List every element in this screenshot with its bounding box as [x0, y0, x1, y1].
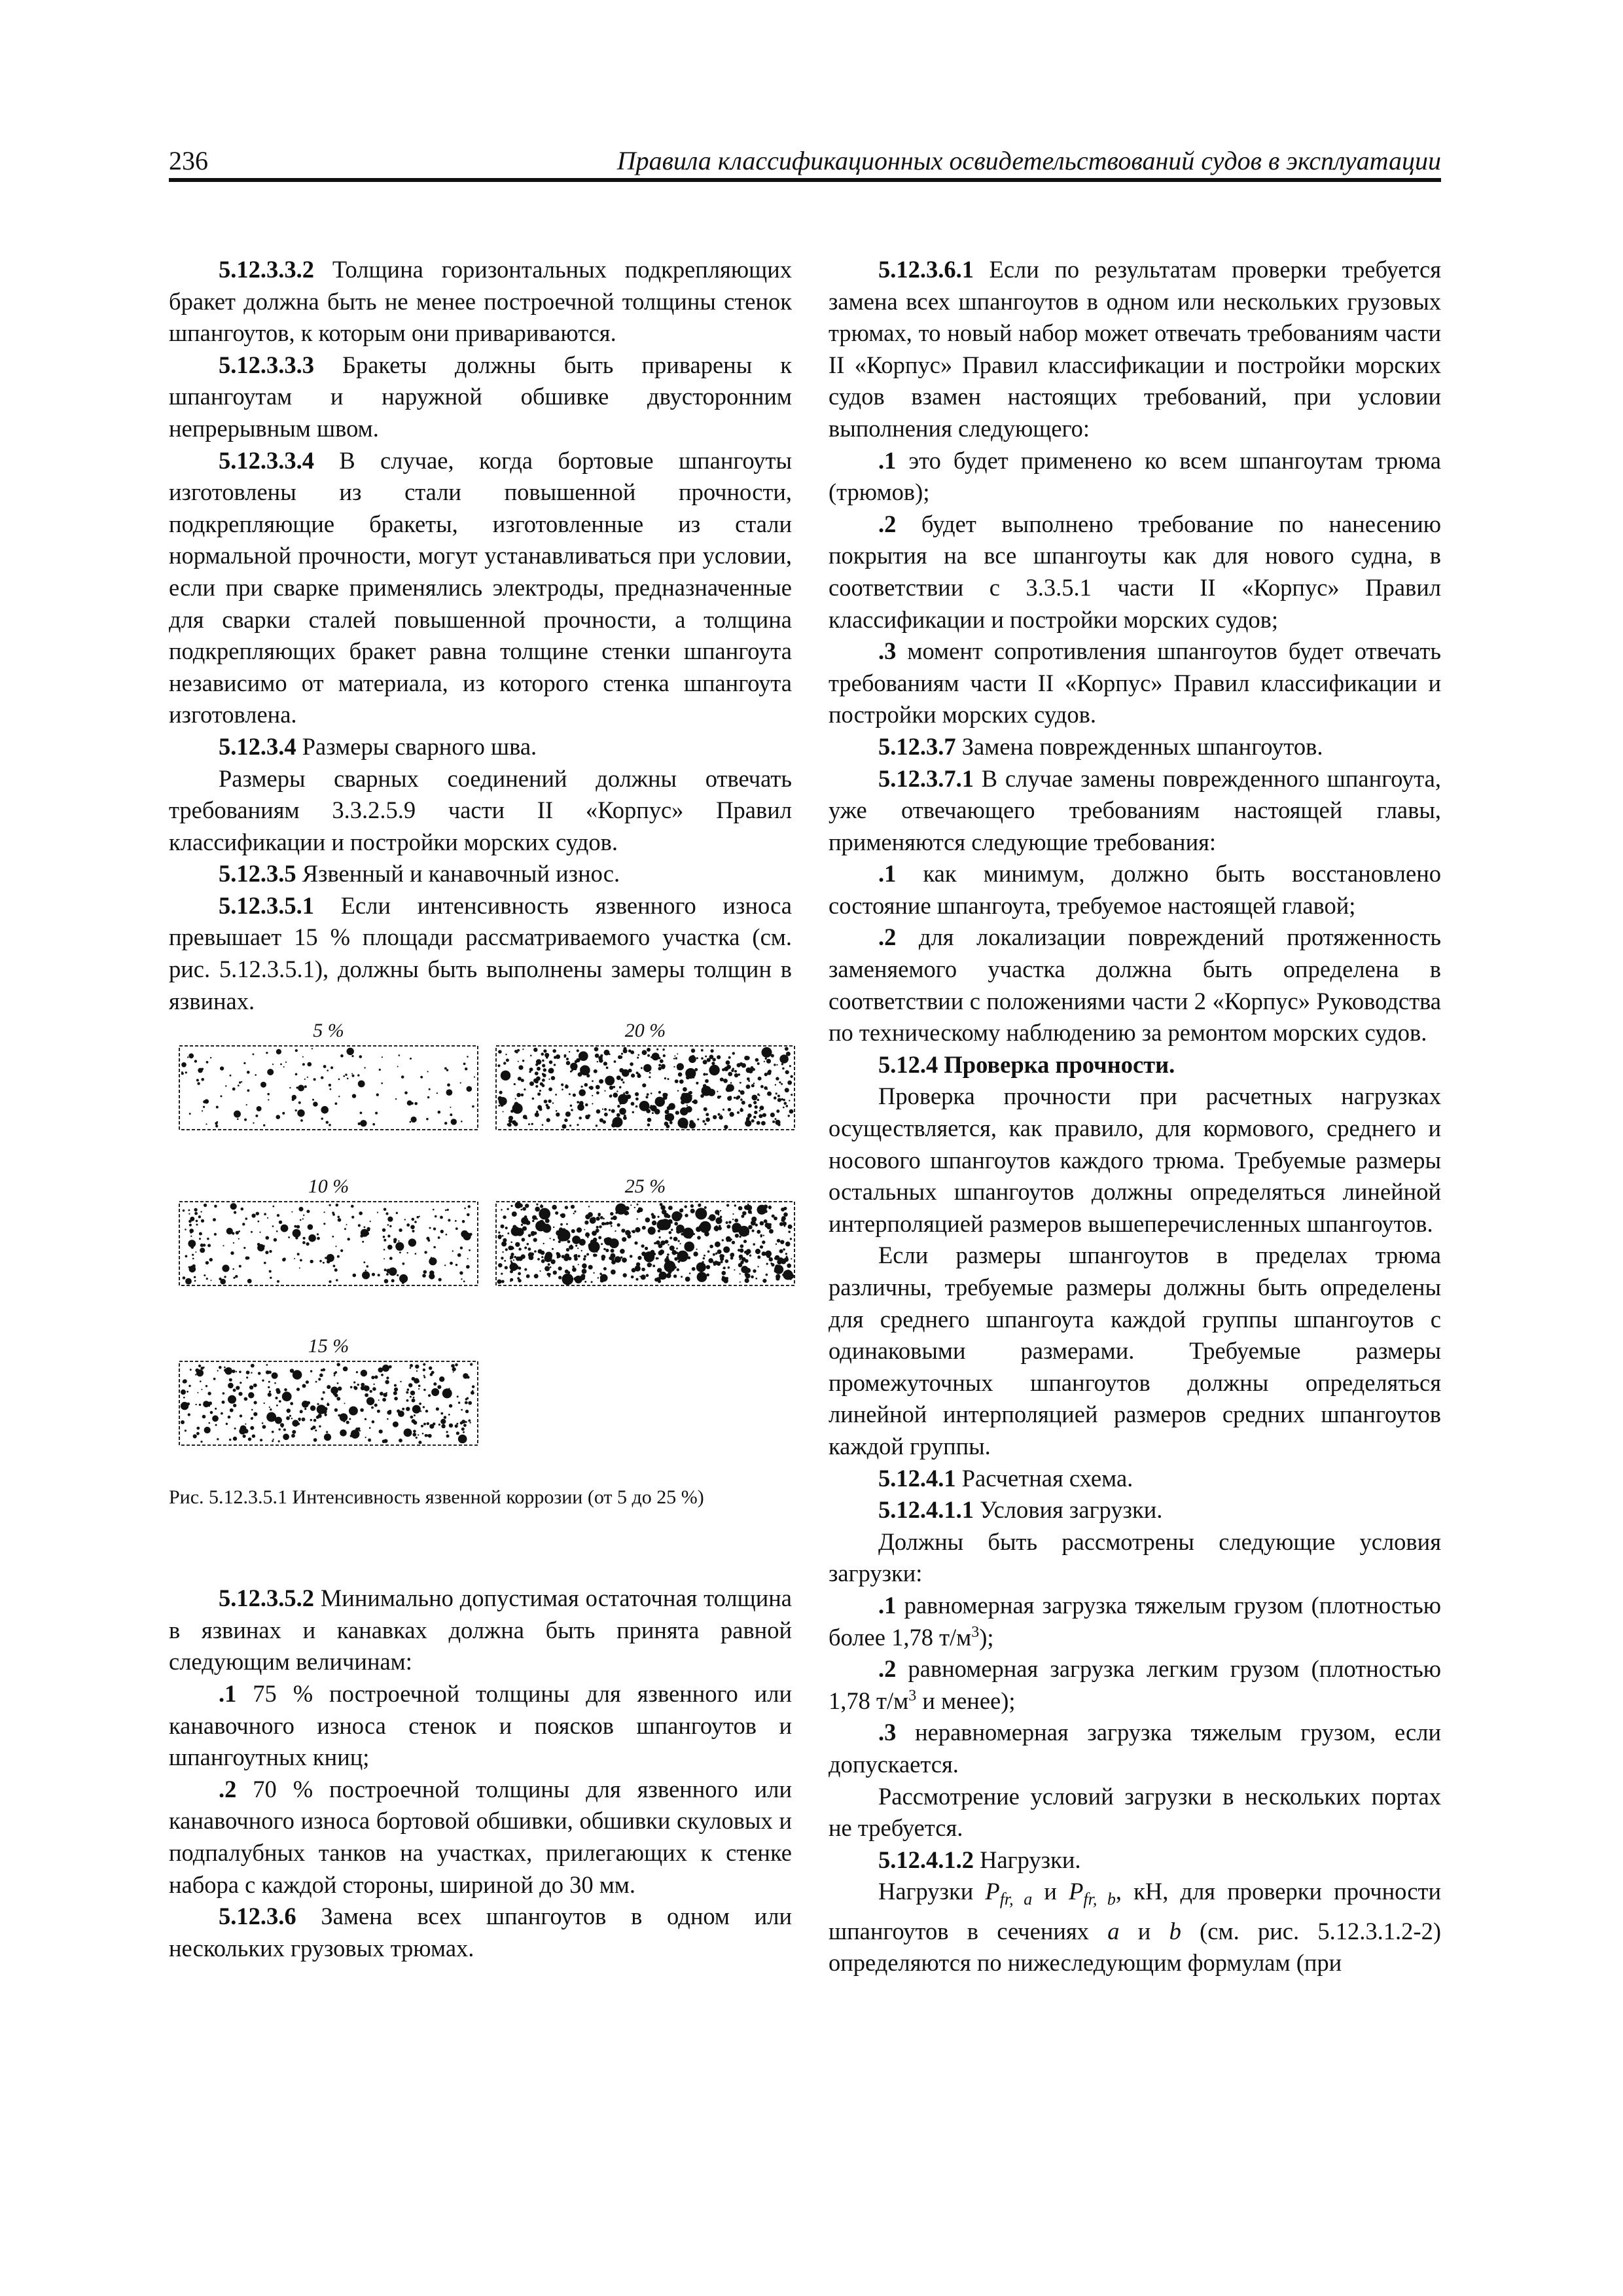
paragraph: 5.12.3.3.4 В случае, когда бортовые шпангоуты изготовлены из стали повышенной прочности, подкрепляющие бракеты, изготовленные из стали нормальной прочности, могут устанавливаться при условии, если при сварке применялись электроды, предназначенные для сварки сталей повышенной прочности, а толщина подкрепляющих бракет равна толщине стенки шпангоута независимо от материала, из которого стенка шпангоута изготовлена. [169, 446, 792, 728]
paragraph: 5.12.3.7 Замена поврежденных шпангоутов. [878, 732, 1323, 760]
paragraph: 5.12.3.5.1 Если интенсивность язвенного износа превышает 15 % площади рассматриваемого участка (см. рис. 5.12.3.5.1), должны быть выполнены замеры толщин в язвинах. [169, 891, 792, 1014]
paragraph: 5.12.3.3.3 Бракеты должны быть приварены к шпангоутам и наружной обшивке двусторонним непрерывным швом. [169, 351, 792, 442]
paragraph: 5.12.3.5.2 Минимально допустимая остаточная толщина в язвинах и канавках должна быть принята равной следующим величинам: [169, 1585, 792, 1676]
paragraph: .1 равномерная загрузка тяжелым грузом (плотностью более 1,78 $т/м^3$); [829, 1591, 1441, 1651]
panel-label: 15 % [308, 1335, 349, 1357]
paragraph: 5.12.3.5 Язвенный и канавочный износ. [219, 860, 620, 888]
paragraph: 5.12.4.1 Расчетная схема. [878, 1464, 1133, 1492]
paragraph: 5.12.3.6 Замена всех шпангоутов в одном или нескольких грузовых трюмах. [169, 1903, 792, 1962]
paragraph: Должны быть рассмотрены следующие условия загрузки: [829, 1528, 1441, 1587]
paragraph: 5.12.3.7.1 В случае замены поврежденного шпангоута, уже отвечающего требованиям настоящей главы, применяются следующие требования: [829, 764, 1441, 855]
right-column [829, 254, 1441, 1979]
corrosion-panel-25 [495, 1175, 796, 1287]
paragraph: .2 70 % построечной толщины для язвенного или канавочного износа бортовой обшивки, обшивки скуловых и подпалубных танков на участках, прилегающих к стенке набора с каждой стороны, шириной до 30 мм. [169, 1775, 792, 1898]
pitting-pattern [495, 1045, 796, 1131]
paragraph: Нагрузки $P_{fr, a}$ и $P_{fr, b}$, кН, для проверки прочности шпангоутов в сечениях a и b (см. рис. 5.12.3.1.2-2) определяются по нижеследующим формулам (при [829, 1878, 1441, 1977]
corrosion-figure [169, 1020, 792, 1478]
panel-label: 25 % [624, 1175, 666, 1198]
section-heading: 5.12.4 Проверка прочности. [878, 1050, 1175, 1078]
paragraph: .2 равномерная загрузка легким грузом (плотностью 1,78 $т/м^3$ и менее); [829, 1655, 1441, 1714]
pitting-pattern [178, 1360, 479, 1446]
running-title: Правила классификационных освидетельствований судов в эксплуатации [616, 146, 1441, 175]
paragraph: Проверка прочности при расчетных нагрузках осуществляется, как правило, для кормового, среднего и носового шпангоутов каждого трюма. Требуемые размеры остальных шпангоутов должны определяться линейной интерполяцией размеров вышеперечисленных шпангоутов. [829, 1083, 1441, 1237]
page-number: 236 [169, 146, 208, 175]
panel-label: 10 % [308, 1175, 349, 1198]
paragraph: .2 для локализации повреждений протяженность заменяемого участка должна быть определена в соответствии с положениями части 2 «Корпус» Руководства по техническому наблюдению за ремонтом морских судов. [829, 924, 1441, 1047]
paragraph: .2 будет выполнено требование по нанесению покрытия на все шпангоуты как для нового судна, в соответствии с 3.3.5.1 части II «Корпус» Правил классификации и постройки морских судов; [829, 510, 1441, 633]
paragraph: Рассмотрение условий загрузки в нескольких портах не требуется. [829, 1782, 1441, 1842]
panel-label: 5 % [313, 1020, 344, 1042]
paragraph: 5.12.4.1.2 Нагрузки. [878, 1846, 1081, 1873]
panel-label: 20 % [624, 1020, 666, 1042]
paragraph: 5.12.3.6.1 Если по результатам проверки требуется замена всех шпангоутов в одном или нескольких грузовых трюмах, то новый набор может отвечать требованиям части II «Корпус» Правил классификации и постройки морских судов взамен настоящих требований, при условии выполнения следующего: [829, 256, 1441, 442]
paragraph: .3 момент сопротивления шпангоутов будет отвечать требованиям части II «Корпус» Правил классификации и постройки морских судов. [829, 637, 1441, 728]
corrosion-panel-5 [178, 1020, 479, 1131]
corrosion-panel-15 [178, 1335, 479, 1446]
paragraph: 5.12.3.4 Размеры сварного шва. [219, 732, 537, 760]
paragraph: .3 неравномерная загрузка тяжелым грузом, если допускается. [829, 1719, 1441, 1778]
header-rule [169, 178, 1441, 182]
paragraph: Размеры сварных соединений должны отвечать требованиям 3.3.2.5.9 части II «Корпус» Правил классификации и постройки морских судов. [169, 764, 792, 855]
pitting-pattern [178, 1200, 479, 1287]
paragraph: Если размеры шпангоутов в пределах трюма различны, требуемые размеры должны быть определены для среднего шпангоута каждой группы шпангоутов с одинаковыми размерами. Требуемые размеры промежуточных шпангоутов должны определяться линейной интерполяцией размеров средних шпангоутов каждой группы. [829, 1242, 1441, 1460]
corrosion-panel-20 [495, 1020, 796, 1131]
paragraph: 5.12.4.1.1 Условия загрузки. [878, 1496, 1163, 1524]
pitting-pattern [495, 1200, 796, 1287]
left-column [169, 254, 792, 1964]
paragraph: 5.12.3.3.2 Толщина горизонтальных подкрепляющих бракет должна быть не менее построечной толщины стенок шпангоутов, к которым они привариваются. [169, 256, 792, 347]
pitting-pattern [178, 1045, 479, 1131]
figure-caption: Рис. 5.12.3.5.1 Интенсивность язвенной коррозии (от 5 до 25 %) [169, 1486, 704, 1509]
paragraph: .1 как минимум, должно быть восстановлено состояние шпангоута, требуемое настоящей главой; [829, 860, 1441, 919]
paragraph: .1 это будет применено ко всем шпангоутам трюма (трюмов); [829, 446, 1441, 506]
paragraph: .1 75 % построечной толщины для язвенного или канавочного износа стенок и поясков шпангоутов и шпангоутных книц; [169, 1680, 792, 1771]
corrosion-panel-10 [178, 1175, 479, 1287]
